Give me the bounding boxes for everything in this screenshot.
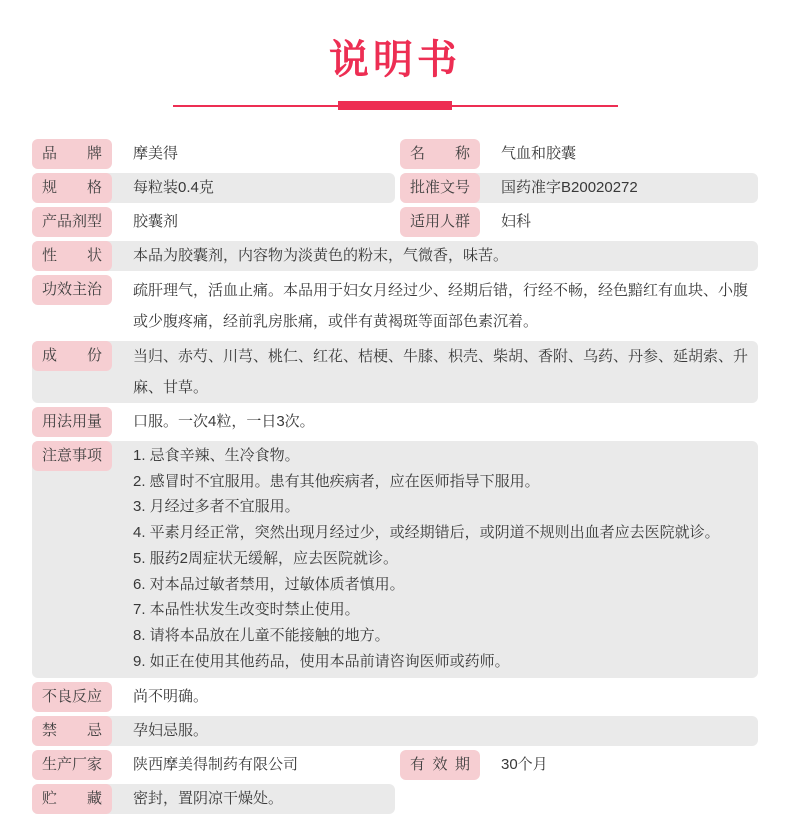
precaution-item: 7. 本品性状发生改变时禁止使用。 <box>133 601 360 619</box>
contraindications-label: 禁 忌 <box>32 716 112 746</box>
field-indications <box>32 275 758 337</box>
precaution-item: 8. 请将本品放在儿童不能接触的地方。 <box>133 626 390 644</box>
dosage-form-value: 胶囊剂 <box>133 213 179 230</box>
adverse-reactions-label: 不良反应 <box>32 682 112 712</box>
field-manufacturer <box>32 750 395 780</box>
field-approval-number <box>400 173 758 203</box>
field-precautions <box>32 441 758 678</box>
title-divider <box>173 101 618 110</box>
field-properties <box>32 241 758 271</box>
ingredients-label: 成 份 <box>32 341 112 371</box>
dosage-form-label: 产品剂型 <box>32 207 112 237</box>
precaution-item: 4. 平素月经正常，突然出现月经过少，或经期错后，或阴道不规则出血者应去医院就诊。 <box>133 524 720 542</box>
page-title: 说明书 <box>329 36 461 83</box>
spec-table <box>32 139 758 814</box>
storage-label: 贮 藏 <box>32 784 112 814</box>
field-spec <box>32 173 395 203</box>
row-storage <box>32 784 758 814</box>
field-storage <box>32 784 395 814</box>
field-brand <box>32 139 395 169</box>
applicable-group-label: 适用人群 <box>400 207 480 237</box>
brand-value: 摩美得 <box>133 145 179 162</box>
field-contraindications <box>32 716 758 746</box>
brand-label: 品 牌 <box>32 139 112 169</box>
indications-label: 功效主治 <box>32 275 112 305</box>
name-label: 名 称 <box>400 139 480 169</box>
ingredients-value: 当归、赤芍、川芎、桃仁、红花、桔梗、牛膝、枳壳、柴胡、香附、乌药、丹参、延胡索、升麻、甘草。 <box>133 348 749 396</box>
row-precautions <box>32 441 758 678</box>
title-block <box>0 0 790 110</box>
contraindications-value: 孕妇忌服。 <box>133 722 209 740</box>
field-usage-dosage <box>32 407 758 437</box>
storage-value: 密封，置阴凉干燥处。 <box>133 790 284 808</box>
spec-label: 规 格 <box>32 173 112 203</box>
field-adverse-reactions <box>32 682 758 712</box>
precaution-item: 5. 服药2周症状无缓解，应去医院就诊。 <box>133 549 399 567</box>
row-brand-name <box>32 139 758 169</box>
validity-period-value: 30个月 <box>501 756 548 774</box>
properties-value: 本品为胶囊剂，内容物为淡黄色的粉末，气微香，味苦。 <box>133 247 509 264</box>
field-dosage-form <box>32 207 395 237</box>
row-properties <box>32 241 758 271</box>
row-adverse-reactions <box>32 682 758 712</box>
row-ingredients <box>32 341 758 403</box>
divider-thick-bar <box>338 101 452 110</box>
precaution-item: 6. 对本品过敏者禁用，过敏体质者慎用。 <box>133 575 405 593</box>
row-indications <box>32 275 758 337</box>
approval-number-label: 批准文号 <box>400 173 480 203</box>
approval-number-value: 国药准字B20020272 <box>501 179 638 196</box>
usage-dosage-value: 口服。一次4粒，一日3次。 <box>133 413 315 430</box>
manufacturer-value: 陕西摩美得制药有限公司 <box>133 756 299 774</box>
manufacturer-label: 生产厂家 <box>32 750 112 780</box>
field-applicable-group <box>400 207 758 237</box>
row-manufacturer-validity <box>32 750 758 780</box>
precaution-item: 2. 感冒时不宜服用。患有其他疾病者，应在医师指导下服用。 <box>133 472 540 490</box>
row-form-group <box>32 207 758 237</box>
field-ingredients <box>32 341 758 403</box>
precautions-label: 注意事项 <box>32 441 112 471</box>
usage-dosage-label: 用法用量 <box>32 407 112 437</box>
validity-period-label: 有 效 期 <box>400 750 480 780</box>
properties-label: 性 状 <box>32 241 112 271</box>
row-spec-approval <box>32 173 758 203</box>
precaution-item: 3. 月经过多者不宜服用。 <box>133 498 300 516</box>
field-name <box>400 139 758 169</box>
name-value: 气血和胶囊 <box>501 145 577 162</box>
precautions-list <box>133 441 758 678</box>
field-validity-period <box>400 750 758 780</box>
adverse-reactions-value: 尚不明确。 <box>133 688 209 706</box>
precaution-item: 1. 忌食辛辣、生冷食物。 <box>133 447 300 464</box>
indications-value: 疏肝理气，活血止痛。本品用于妇女月经过少、经期后错，行经不畅，经色黯红有血块、小腹或少腹疼痛，经前乳房胀痛，或伴有黄褐斑等面部色素沉着。 <box>133 282 749 330</box>
row-usage-dosage <box>32 407 758 437</box>
spec-value: 每粒装0.4克 <box>133 179 214 196</box>
applicable-group-value: 妇科 <box>501 213 532 230</box>
precaution-item: 9. 如正在使用其他药品，使用本品前请咨询医师或药师。 <box>133 652 510 670</box>
row-contraindications <box>32 716 758 746</box>
